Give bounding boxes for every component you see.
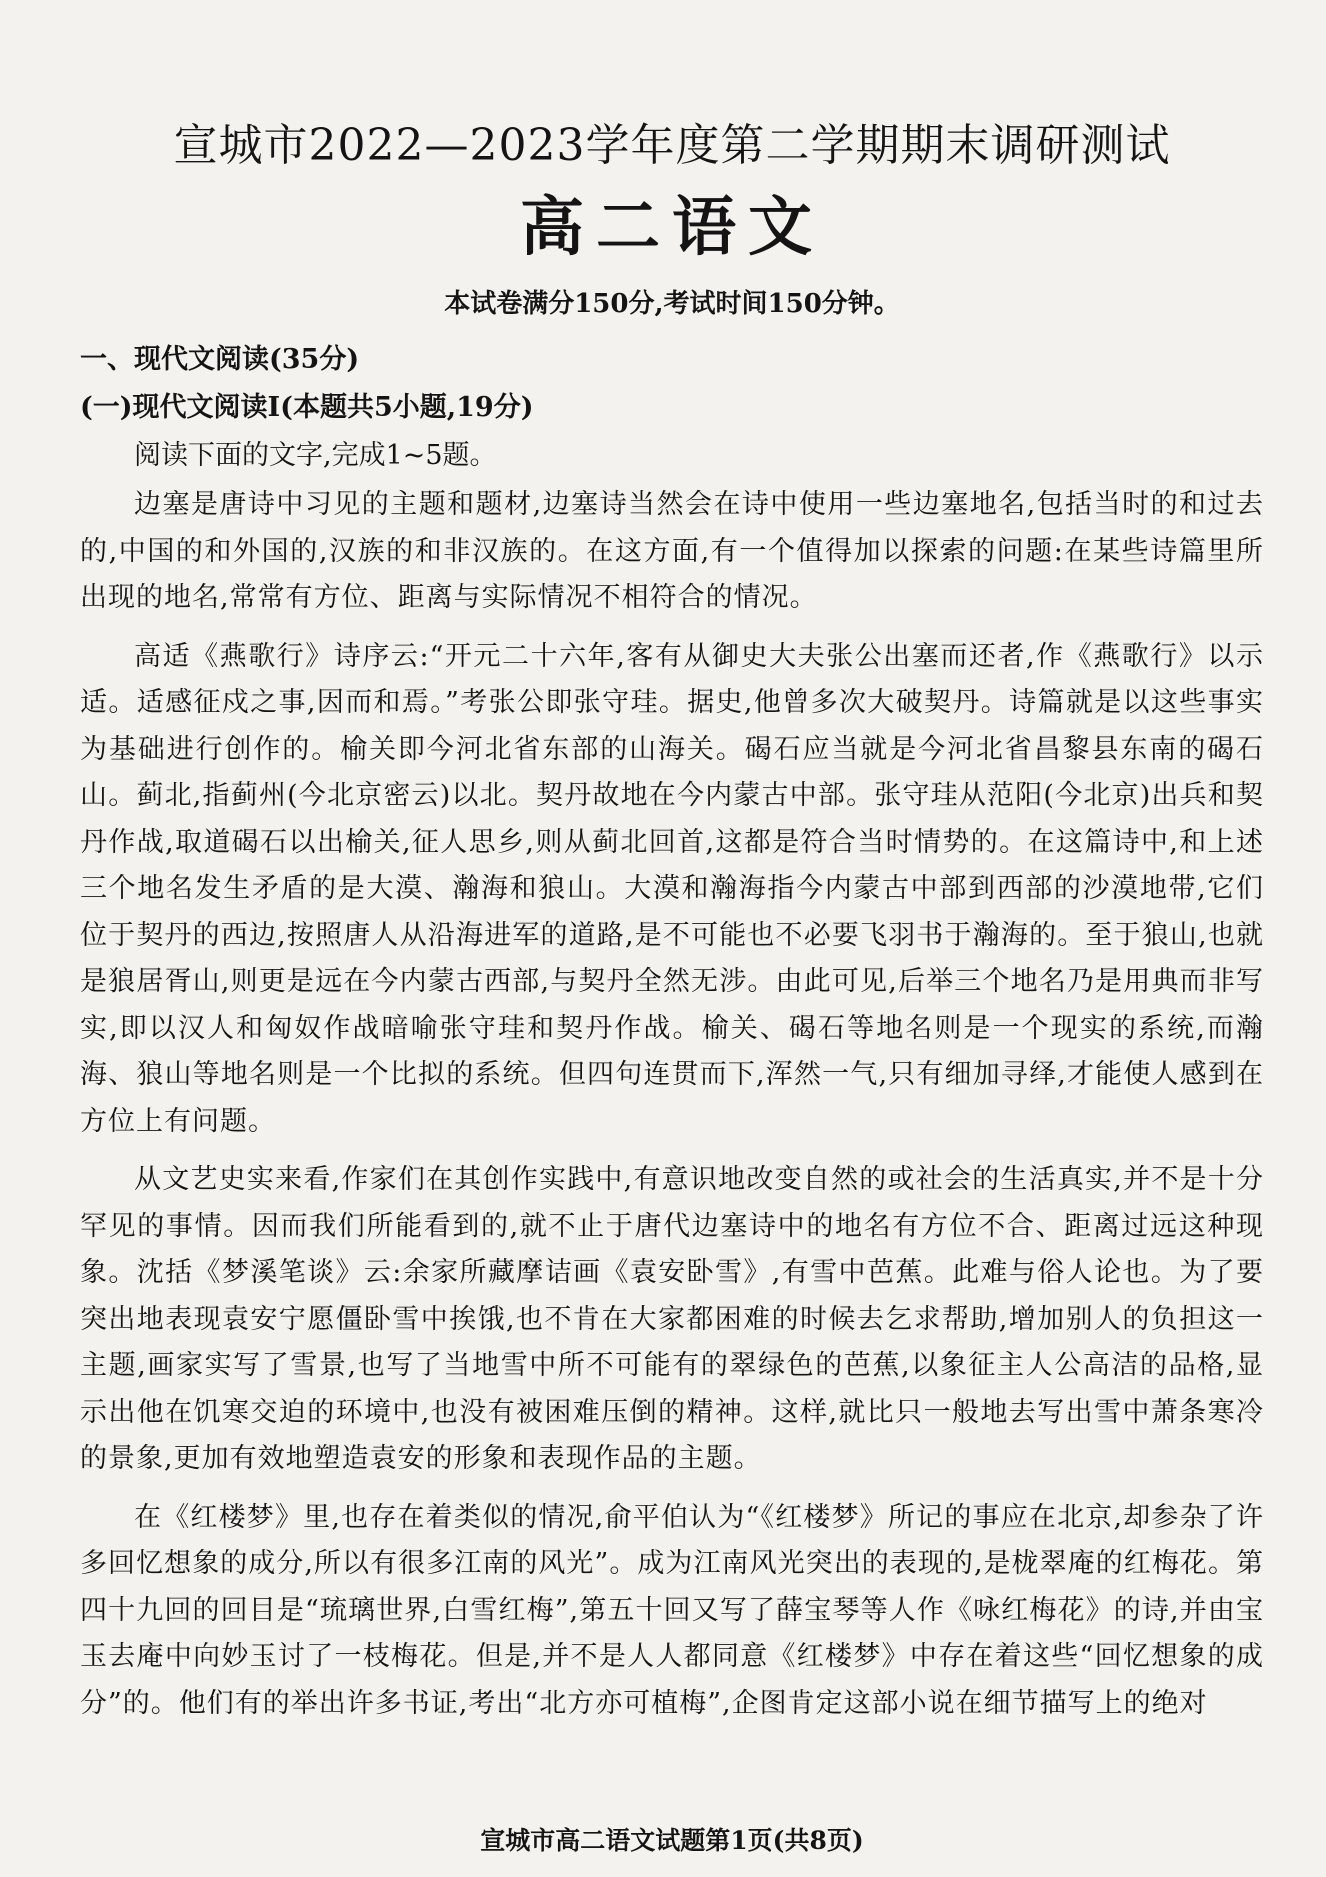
section-heading: 一、现代文阅读(35分) — [80, 344, 360, 375]
exam-title: 宣城市2022—2023学年度第二学期期末调研测试 — [173, 120, 1171, 171]
subsection-heading: (一)现代文阅读Ⅰ(本题共5小题,19分) — [80, 392, 534, 423]
page-footer: 宣城市高二语文试题第1页(共8页) — [480, 1826, 864, 1855]
exam-note: 本试卷满分150分,考试时间150分钟。 — [444, 289, 900, 319]
paragraph: 在《红楼梦》里,也存在着类似的情况,俞平伯认为“《红楼梦》所记的事应在北京,却参杂了许多回忆想象的成分,所以有很多江南的风光”。成为江南风光突出的表现的,是栊翠庵的红梅花。第四十九回的回目是“琉璃世界,白雪红梅”,第五十回又写了薛宝琴等人作《咏红梅花》的诗,并由宝玉去庵中向妙玉讨了一枝梅花。但是,并不是人人都同意《红楼梦》中存在着这些“回忆想象的成分”的。他们有的举出许多书证,考出“北方亦可植梅”,企图肯定这部小说在细节描写上的绝对 — [80, 1501, 1264, 1719]
paragraph: 从文艺史实来看,作家们在其创作实践中,有意识地改变自然的或社会的生活真实,并不是十分罕见的事情。因而我们所能看到的,就不止于唐代边塞诗中的地名有方位不合、距离过远这种现象。沈括《梦溪笔谈》云:余家所藏摩诘画《袁安卧雪》,有雪中芭蕉。此难与俗人论也。为了要突出地表现袁安宁愿僵卧雪中挨饿,也不肯在大家都困难的时候去乞求帮助,增加别人的负担这一主题,画家实写了雪景,也写了当地雪中所不可能有的翠绿色的芭蕉,以象征主人公高洁的品格,显示出他在饥寒交迫的环境中,也没有被困难压倒的精神。这样,就比只一般地去写出雪中萧条寒冷的景象,更加有效地塑造袁安的形象和表现作品的主题。 — [80, 1164, 1264, 1474]
reading-instruction: 阅读下面的文字,完成1~5题。 — [134, 440, 497, 471]
exam-page — [80, 118, 1264, 1858]
paragraph: 高适《燕歌行》诗序云:“开元二十六年,客有从御史大夫张公出塞而还者,作《燕歌行》以示适。适感征戍之事,因而和焉。”考张公即张守珪。据史,他曾多次大破契丹。诗篇就是以这些事实为基础进行创作的。榆关即今河北省东部的山海关。碣石应当就是今河北省昌黎县东南的碣石山。蓟北,指蓟州(今北京密云)以北。契丹故地在今内蒙古中部。张守珪从范阳(今北京)出兵和契丹作战,取道碣石以出榆关,征人思乡,则从蓟北回首,这都是符合当时情势的。在这篇诗中,和上述三个地名发生矛盾的是大漠、瀚海和狼山。大漠和瀚海指今内蒙古中部到西部的沙漠地带,它们位于契丹的西边,按照唐人从沿海进军的道路,是不可能也不必要飞羽书于瀚海的。至于狼山,也就是狼居胥山,则更是远在今内蒙古西部,与契丹全然无涉。由此可见,后举三个地名乃是用典而非写实,即以汉人和匈奴作战暗喻张守珪和契丹作战。榆关、碣石等地名则是一个现实的系统,而瀚海、狼山等地名则是一个比拟的系统。但四句连贯而下,浑然一气,只有细加寻绎,才能使人感到在方位上有问题。 — [80, 640, 1264, 1137]
paragraph: 边塞是唐诗中习见的主题和题材,边塞诗当然会在诗中使用一些边塞地名,包括当时的和过去的,中国的和外国的,汉族的和非汉族的。在这方面,有一个值得加以探索的问题:在某些诗篇里所出现的地名,常常有方位、距离与实际情况不相符合的情况。 — [80, 489, 1264, 613]
subject-title: 高二语文 — [520, 190, 824, 265]
